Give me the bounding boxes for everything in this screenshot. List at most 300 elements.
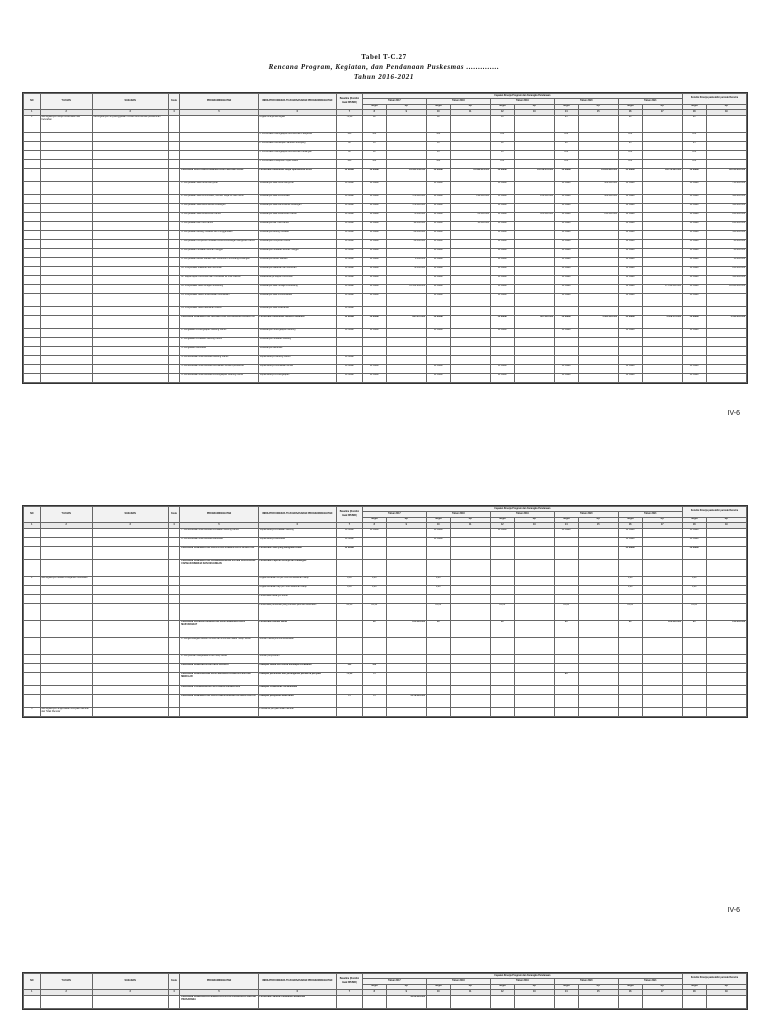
cell-target: 85	[362, 141, 386, 150]
cell-target: 12 bulan	[554, 284, 578, 293]
document-page-2	[0, 505, 768, 925]
column-index: 7	[336, 110, 362, 115]
cell-target	[554, 707, 578, 716]
cell-target	[682, 707, 706, 716]
cell-rp	[386, 293, 426, 306]
cell-rp	[514, 239, 554, 248]
cell-indikator: Angka Kinerja Meningkat	[258, 115, 336, 132]
header-kode: Kode	[168, 94, 180, 110]
cell-indikator: Tersedianya Makanan dan Minuman	[258, 266, 336, 275]
header-target: Target	[362, 517, 386, 522]
cell-indikator: Terpeliharanya Mebeulair	[258, 537, 336, 546]
cell-program: 5. Pemeliharaan Rutin/Berkala Kendaraan Dinas/Operasional	[180, 364, 258, 373]
cell-tujuan	[40, 181, 92, 194]
cell-rp: 60.000.000	[386, 230, 426, 239]
cell-target	[554, 337, 578, 346]
cell-rp	[642, 373, 682, 382]
cell-rp	[514, 603, 554, 620]
cell-tujuan	[40, 995, 92, 1008]
cell-rp	[706, 337, 746, 346]
cell-target: 12 bulan	[362, 168, 386, 181]
cell-rp	[514, 995, 554, 1008]
header-target: Target	[682, 517, 706, 522]
cell-rp	[514, 694, 554, 707]
cell-indikator: Angka kematian ibu per 100.000 kelahiran hidup	[258, 576, 336, 585]
cell-sasaran	[92, 537, 168, 546]
cell-no	[24, 685, 41, 694]
cell-rp	[514, 346, 554, 355]
header-rp: Rp	[514, 104, 554, 109]
cell-indikator: Tersedianya Jasa Surat Menyurat	[258, 181, 336, 194]
cell-rp	[514, 528, 554, 537]
cell-target: 12 bulan	[490, 284, 514, 293]
cell-target: 23,00	[426, 603, 450, 620]
cell-target: 12 bulan	[490, 364, 514, 373]
cell-rp	[450, 355, 490, 364]
cell-target: 12 bulan	[618, 248, 642, 257]
cell-rp: 1.278.000.000	[386, 694, 426, 707]
cell-baseline: 12 bulan	[336, 194, 362, 203]
cell-target: 80	[490, 620, 514, 637]
table-row	[24, 275, 747, 284]
cell-rp	[386, 707, 426, 716]
cell-rp	[514, 663, 554, 672]
cell-rp	[514, 546, 554, 559]
cell-baseline: 12 bulan	[336, 230, 362, 239]
cell-tujuan	[40, 528, 92, 537]
column-index: 13	[514, 990, 554, 995]
cell-target	[490, 685, 514, 694]
cell-baseline: 12 bulan	[336, 373, 362, 382]
column-index: 12	[490, 110, 514, 115]
header-target: Target	[554, 104, 578, 109]
cell-target: 100	[682, 132, 706, 141]
cell-target: 12 bulan	[618, 364, 642, 373]
cell-target	[682, 995, 706, 1008]
cell-tujuan	[40, 559, 92, 576]
cell-no	[24, 239, 41, 248]
cell-no	[24, 585, 41, 594]
cell-rp	[642, 141, 682, 150]
cell-target: 12 bulan	[426, 537, 450, 546]
cell-target: 85	[554, 115, 578, 132]
header-no: NO	[24, 94, 41, 110]
table-row	[24, 221, 747, 230]
cell-target: 12 bulan	[682, 203, 706, 212]
cell-rp	[514, 537, 554, 546]
cell-program	[180, 159, 258, 168]
cell-target	[490, 637, 514, 654]
cell-rp	[706, 150, 746, 159]
rencana-table-page-1	[22, 92, 748, 384]
cell-rp	[642, 275, 682, 284]
column-index: 13	[514, 110, 554, 115]
header-target: Target	[554, 984, 578, 989]
header-tujuan: TUJUAN	[40, 507, 92, 523]
cell-tujuan	[40, 603, 92, 620]
cell-baseline: 12 bulan	[336, 275, 362, 284]
column-index: 19	[706, 110, 746, 115]
cell-target: 12 bulan	[554, 328, 578, 337]
cell-target	[490, 337, 514, 346]
cell-kode	[168, 364, 180, 373]
cell-target: 12 bulan	[682, 248, 706, 257]
column-index: 6	[258, 110, 336, 115]
cell-no	[24, 293, 41, 306]
cell-rp	[642, 230, 682, 239]
cell-tujuan	[40, 194, 92, 203]
header-rp: Rp	[450, 104, 490, 109]
cell-kode	[168, 585, 180, 594]
cell-rp	[450, 141, 490, 150]
cell-target	[618, 663, 642, 672]
cell-target: 90	[554, 141, 578, 150]
cell-rp	[514, 373, 554, 382]
cell-rp	[450, 275, 490, 284]
cell-program: 9. Penyediaan Bahan Bacaan dan Peraturan Perundang-undangan	[180, 257, 258, 266]
table-title-text: Rencana Program, Kegiatan, dan Pendanaan Puskesmas ..............	[268, 63, 500, 71]
cell-target: 0,00	[362, 585, 386, 594]
cell-indikator: Terpeliharanya Kendaraan Dinas	[258, 364, 336, 373]
cell-rp	[578, 328, 618, 337]
cell-rp: 4.250.000.000	[386, 995, 426, 1008]
cell-tujuan	[40, 672, 92, 685]
cell-no	[24, 637, 41, 654]
cell-rp	[706, 328, 746, 337]
cell-target	[426, 559, 450, 576]
cell-program: PROGRAM PERBAIKAN GIZI MASYARAKAT	[180, 663, 258, 672]
cell-rp	[578, 221, 618, 230]
cell-target	[362, 306, 386, 315]
cell-target: 12 bulan	[618, 168, 642, 181]
cell-target: 12 bulan	[554, 293, 578, 306]
cell-target: 80	[362, 115, 386, 132]
cell-program	[180, 115, 258, 132]
cell-target: 12 bulan	[554, 221, 578, 230]
cell-indikator: Terpeliharanya Peralatan Gedung	[258, 528, 336, 537]
cell-rp	[514, 559, 554, 576]
cell-target: 100	[490, 132, 514, 141]
cell-indikator: Persentase Kebutuhan Biaya Operasional SKPD	[258, 168, 336, 181]
column-index: 4	[168, 110, 180, 115]
cell-no	[24, 284, 41, 293]
cell-program: 10. Penyediaan Makanan dan Minuman	[180, 266, 258, 275]
cell-rp	[450, 364, 490, 373]
cell-indikator: Tersedianya Bahan Bacaan	[258, 257, 336, 266]
cell-program	[180, 150, 258, 159]
cell-baseline: 75,00	[336, 672, 362, 685]
cell-program	[180, 707, 258, 716]
cell-rp	[578, 248, 618, 257]
cell-indikator: Terpeliharanya Gedung Kantor	[258, 355, 336, 364]
cell-sasaran	[92, 364, 168, 373]
cell-target	[618, 559, 642, 576]
cell-target: 95	[426, 150, 450, 159]
cell-target: 12 bulan	[682, 212, 706, 221]
cell-rp	[642, 159, 682, 168]
cell-program: 3. Penyediaan Jasa Administrasi Keuangan	[180, 203, 258, 212]
cell-target	[490, 594, 514, 603]
cell-rp	[450, 257, 490, 266]
header-year: Tahun 2018	[426, 512, 490, 517]
cell-rp	[642, 576, 682, 585]
cell-target: 12 bulan	[426, 266, 450, 275]
cell-indikator: Tersedianya Komponen Listrik	[258, 239, 336, 248]
header-year: Tahun 2017	[362, 979, 426, 984]
cell-sasaran	[92, 546, 168, 559]
cell-tujuan	[40, 293, 92, 306]
cell-indikator: Jumlah media promosi kesehatan	[258, 637, 336, 654]
cell-rp	[450, 637, 490, 654]
cell-target: 75	[362, 694, 386, 707]
header-year: Tahun 2019	[490, 512, 554, 517]
cell-target: 12 bulan	[426, 364, 450, 373]
cell-rp	[642, 995, 682, 1008]
cell-rp	[642, 559, 682, 576]
cell-rp	[450, 559, 490, 576]
cell-kode	[168, 603, 180, 620]
column-index: 15	[578, 110, 618, 115]
column-index: 17	[642, 110, 682, 115]
cell-target: 12 bulan	[554, 266, 578, 275]
cell-target	[490, 585, 514, 594]
cell-no	[24, 654, 41, 663]
cell-rp	[642, 637, 682, 654]
cell-rp	[386, 328, 426, 337]
cell-rp	[578, 284, 618, 293]
cell-target	[554, 637, 578, 654]
cell-rp	[514, 654, 554, 663]
column-index: 19	[706, 523, 746, 528]
cell-indikator: Tersedianya Jasa Administrasi Keuangan	[258, 203, 336, 212]
cell-target: 12 bulan	[490, 257, 514, 266]
cell-baseline	[336, 559, 362, 576]
header-year: Tahun 2019	[490, 99, 554, 104]
cell-tujuan	[40, 239, 92, 248]
table-row	[24, 654, 747, 663]
cell-rp	[450, 315, 490, 328]
column-index: 5	[180, 990, 258, 995]
cell-target: 12 bulan	[554, 168, 578, 181]
cell-rp: 251.000.000	[386, 620, 426, 637]
cell-indikator: Persentase Sarana Prasarana Puskesmas	[258, 995, 336, 1008]
cell-rp: 19.176.295.000	[642, 168, 682, 181]
cell-no	[24, 315, 41, 328]
cell-target: 12 bulan	[362, 266, 386, 275]
cell-target: 100	[682, 159, 706, 168]
cell-target	[682, 306, 706, 315]
table-row	[24, 694, 747, 707]
cell-rp	[642, 194, 682, 203]
cell-target	[618, 707, 642, 716]
cell-program: 1. Penyediaan Jasa Surat Menyurat	[180, 181, 258, 194]
cell-rp	[386, 663, 426, 672]
cell-target: 12 bulan	[554, 315, 578, 328]
cell-target: 12 bulan	[490, 212, 514, 221]
header-rp: Rp	[386, 104, 426, 109]
cell-target	[682, 559, 706, 576]
cell-target: 12 bulan	[362, 212, 386, 221]
cell-rp	[642, 694, 682, 707]
cell-target: 12 bulan	[490, 266, 514, 275]
header-year: Tahun 2021	[618, 512, 682, 517]
cell-rp	[450, 346, 490, 355]
cell-rp	[450, 230, 490, 239]
cell-tujuan	[40, 355, 92, 364]
header-kode: Kode	[168, 974, 180, 990]
cell-kode	[168, 212, 180, 221]
column-index: 8	[362, 990, 386, 995]
cell-target: 12 bulan	[362, 284, 386, 293]
cell-sasaran	[92, 266, 168, 275]
cell-rp: 200.000.000	[642, 620, 682, 637]
cell-target: 95	[618, 141, 642, 150]
column-index: 13	[514, 523, 554, 528]
cell-sasaran	[92, 337, 168, 346]
cell-target: 12 bulan	[554, 275, 578, 284]
cell-indikator: Tersedianya Perlengkapan Gedung	[258, 328, 336, 337]
table-row	[24, 257, 747, 266]
cell-baseline: 12 bulan	[336, 546, 362, 559]
cell-baseline: 12 bulan	[336, 355, 362, 364]
cell-target	[490, 663, 514, 672]
header-target: Target	[362, 104, 386, 109]
cell-program: PROGRAM PENINGKATAN SARANA DAN PRASARANA APARATUR	[180, 315, 258, 328]
column-index: 14	[554, 523, 578, 528]
cell-rp	[450, 266, 490, 275]
cell-target	[362, 707, 386, 716]
cell-target: 25,00	[682, 603, 706, 620]
table-row	[24, 373, 747, 382]
cell-tujuan	[40, 328, 92, 337]
cell-target: 12 bulan	[426, 328, 450, 337]
cell-baseline: 100	[336, 663, 362, 672]
cell-sasaran	[92, 239, 168, 248]
cell-indikator: 2. Persentase Kecukupan Sarana Penunjang	[258, 141, 336, 150]
cell-baseline	[336, 620, 362, 637]
cell-kode	[168, 707, 180, 716]
cell-rp	[706, 663, 746, 672]
cell-kode	[168, 546, 180, 559]
cell-target: 12 bulan	[682, 194, 706, 203]
cell-rp	[642, 585, 682, 594]
cell-no: 1	[24, 115, 41, 132]
cell-no	[24, 373, 41, 382]
table-row	[24, 995, 747, 1008]
cell-target: 80	[362, 620, 386, 637]
cell-target	[554, 559, 578, 576]
cell-program: 11. Rapat-rapat Koordinasi dan Konsultasi ke Luar Daerah	[180, 275, 258, 284]
cell-rp	[642, 150, 682, 159]
cell-indikator: Persentase Rumah Sehat	[258, 620, 336, 637]
table-row	[24, 546, 747, 559]
cell-rp	[706, 141, 746, 150]
cell-target	[618, 694, 642, 707]
cell-target	[362, 594, 386, 603]
cell-target: 100	[362, 663, 386, 672]
cell-target: 12 bulan	[426, 248, 450, 257]
cell-target	[618, 306, 642, 315]
cell-indikator: Tersedianya Barang Cetakan	[258, 230, 336, 239]
cell-rp	[450, 663, 490, 672]
cell-program: PROGRAM PENINGKATAN KAPASITAS SUMBER DAYA APARATUR	[180, 546, 258, 559]
table-row	[24, 685, 747, 694]
cell-program: 1. Pengadaan Perlengkapan Gedung Kantor	[180, 328, 258, 337]
cell-rp: 90.000.000	[386, 221, 426, 230]
cell-rp	[578, 603, 618, 620]
cell-target	[682, 672, 706, 685]
cell-target	[618, 672, 642, 685]
column-index: 10	[426, 990, 450, 995]
header-rp: Rp	[514, 517, 554, 522]
cell-target	[490, 537, 514, 546]
cell-rp	[706, 159, 746, 168]
cell-target: 12 bulan	[554, 212, 578, 221]
cell-kode	[168, 115, 180, 132]
cell-rp	[514, 328, 554, 337]
table-row	[24, 203, 747, 212]
cell-program	[180, 594, 258, 603]
table-row	[24, 620, 747, 637]
cell-target	[490, 672, 514, 685]
cell-rp	[642, 239, 682, 248]
cell-rp	[578, 707, 618, 716]
cell-rp	[386, 275, 426, 284]
cell-tujuan	[40, 637, 92, 654]
cell-tujuan	[40, 694, 92, 707]
cell-target	[426, 663, 450, 672]
cell-tujuan	[40, 150, 92, 159]
cell-indikator: 4. Persentase Pelaporan Tepat Waktu	[258, 159, 336, 168]
header-indikator: INDIKATOR KINERJA TUJUAN/SASARAN PROGRAM/KEGIATAN	[258, 94, 336, 110]
cell-rp	[450, 707, 490, 716]
header-target: Target	[490, 984, 514, 989]
cell-sasaran	[92, 306, 168, 315]
cell-no	[24, 221, 41, 230]
header-indikator: INDIKATOR KINERJA TUJUAN/SASARAN PROGRAM/KEGIATAN	[258, 974, 336, 990]
cell-target: 12 bulan	[682, 546, 706, 559]
cell-baseline: 12 bulan	[336, 315, 362, 328]
cell-no	[24, 159, 41, 168]
cell-program	[180, 603, 258, 620]
cell-rp	[450, 203, 490, 212]
cell-target: 12 bulan	[426, 203, 450, 212]
column-index: 17	[642, 523, 682, 528]
cell-rp	[706, 594, 746, 603]
cell-rp	[450, 306, 490, 315]
header-year: Tahun 2021	[618, 979, 682, 984]
cell-rp	[450, 337, 490, 346]
cell-rp: 176.000.000	[386, 203, 426, 212]
table-title-period: Tahun 2016-2021	[354, 73, 414, 81]
header-tujuan: TUJUAN	[40, 94, 92, 110]
cell-rp	[450, 585, 490, 594]
cell-kode	[168, 132, 180, 141]
cell-rp: 84.000.000	[450, 212, 490, 221]
cell-program: 12. Penyediaan Jasa Tenaga Pendukung	[180, 284, 258, 293]
cell-target	[618, 346, 642, 355]
cell-target: 12 bulan	[362, 328, 386, 337]
cell-target: 12 bulan	[362, 239, 386, 248]
cell-indikator: Persentase balita gizi buruk	[258, 594, 336, 603]
cell-target: 12 bulan	[682, 537, 706, 546]
cell-target	[426, 346, 450, 355]
header-target: Target	[490, 104, 514, 109]
cell-rp	[706, 559, 746, 576]
cell-rp	[642, 528, 682, 537]
cell-tujuan	[40, 159, 92, 168]
cell-target: 12 bulan	[554, 373, 578, 382]
